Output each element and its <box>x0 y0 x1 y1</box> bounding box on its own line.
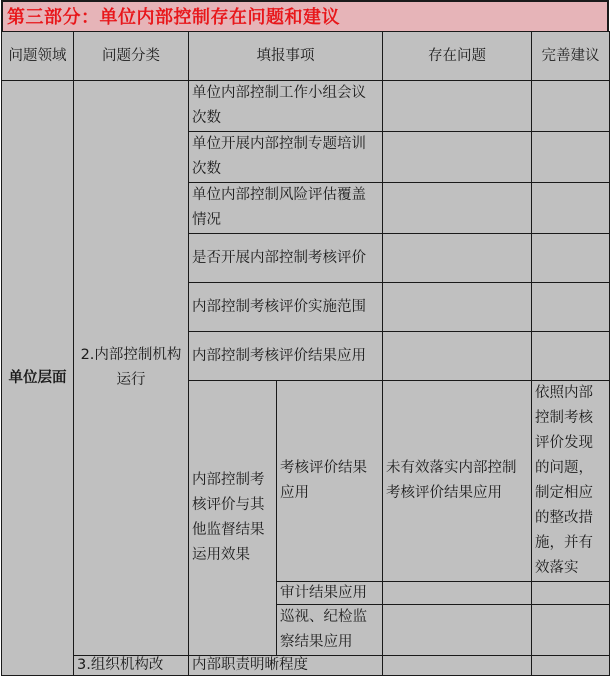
suggestion-cell[interactable] <box>532 605 610 656</box>
suggestion-cell[interactable] <box>532 234 610 283</box>
table-row <box>2 656 610 676</box>
item-cell: 单位内部控制工作小组会议次数 <box>189 81 383 132</box>
item-cell: 内部控制考核评价结果应用 <box>189 332 383 381</box>
header-suggestion: 完善建议 <box>532 32 610 81</box>
suggestion-cell[interactable]: 依照内部控制考核评价发现的问题，制定相应的整改措施，并有效落实 <box>532 381 610 582</box>
suggestion-cell[interactable] <box>532 183 610 234</box>
suggestion-cell[interactable] <box>532 332 610 381</box>
subitem-cell: 巡视、纪检监察结果应用 <box>277 605 383 656</box>
problem-cell[interactable] <box>383 656 532 676</box>
problem-cell[interactable]: 未有效落实内部控制考核评价结果应用 <box>383 381 532 582</box>
category-cell: 2.内部控制机构运行 <box>74 81 189 656</box>
item-cell: 内部控制考核评价实施范围 <box>189 283 383 332</box>
suggestion-cell[interactable] <box>532 582 610 605</box>
problem-cell[interactable] <box>383 332 532 381</box>
group-cell: 内部控制考核评价与其他监督结果运用效果 <box>189 381 277 656</box>
header-row <box>2 32 610 81</box>
table-row <box>2 81 610 132</box>
header-category: 问题分类 <box>74 32 189 81</box>
suggestion-cell[interactable] <box>532 656 610 676</box>
section-title: 第三部分：单位内部控制存在问题和建议 <box>1 0 609 31</box>
item-cell: 是否开展内部控制考核评价 <box>189 234 383 283</box>
subitem-cell: 审计结果应用 <box>277 582 383 605</box>
problem-cell[interactable] <box>383 582 532 605</box>
item-cell: 单位开展内部控制专题培训次数 <box>189 132 383 183</box>
problem-cell[interactable] <box>383 234 532 283</box>
header-area: 问题领域 <box>2 32 74 81</box>
header-problem: 存在问题 <box>383 32 532 81</box>
item-cell: 内部职责明晰程度 <box>189 656 383 676</box>
area-cell: 单位层面 <box>2 81 74 676</box>
header-item: 填报事项 <box>189 32 383 81</box>
problem-cell[interactable] <box>383 81 532 132</box>
report-section <box>1 0 609 676</box>
problem-cell[interactable] <box>383 283 532 332</box>
item-cell: 单位内部控制风险评估覆盖情况 <box>189 183 383 234</box>
problem-cell[interactable] <box>383 605 532 656</box>
issues-table <box>1 31 610 676</box>
category-cell: 3.组织机构改 <box>74 656 189 676</box>
subitem-cell: 考核评价结果应用 <box>277 381 383 582</box>
problem-cell[interactable] <box>383 183 532 234</box>
suggestion-cell[interactable] <box>532 81 610 132</box>
suggestion-cell[interactable] <box>532 132 610 183</box>
suggestion-cell[interactable] <box>532 283 610 332</box>
problem-cell[interactable] <box>383 132 532 183</box>
